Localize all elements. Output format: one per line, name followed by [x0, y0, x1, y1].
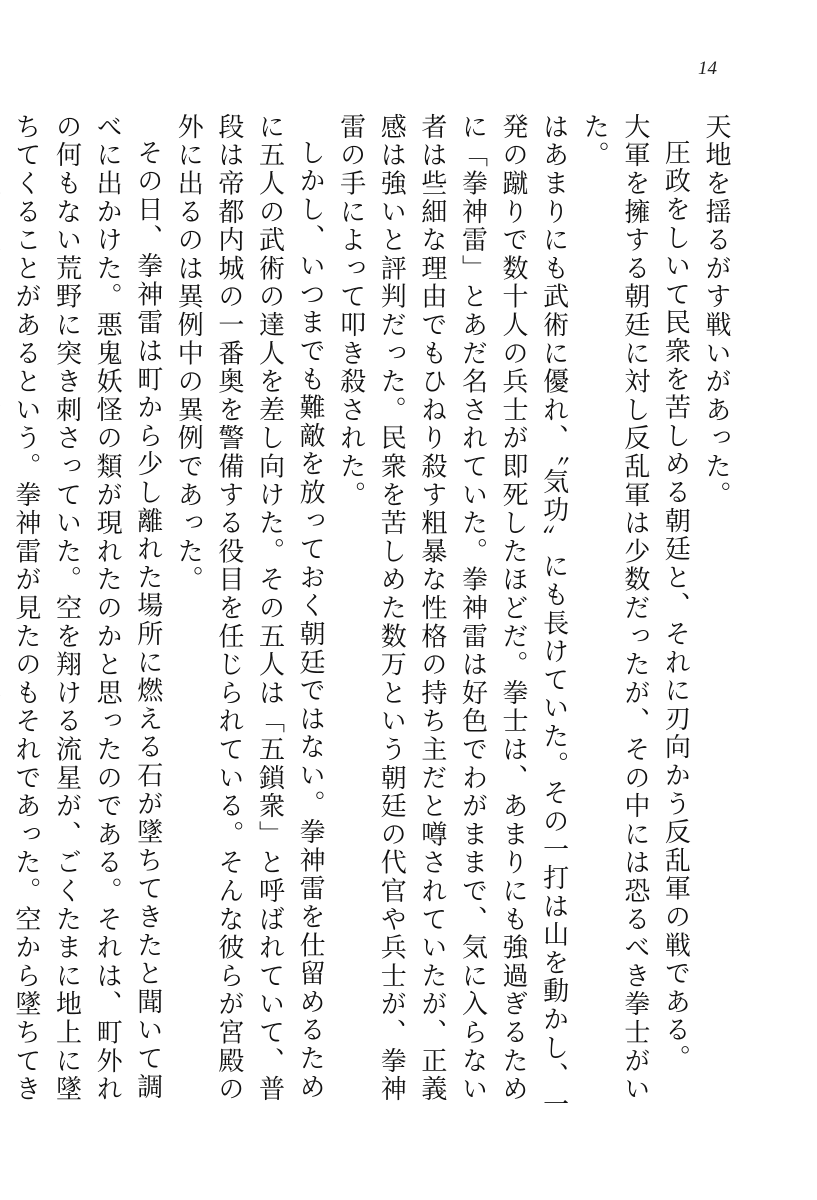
- paragraph-2: 圧政をしいて民衆を苦しめる朝廷と、それに刃向かう反乱軍の戦である。: [660, 139, 691, 1073]
- paragraph-5: しかし、いつまでも難敵を放っておく朝廷ではない。拳神雷を仕留めるために五人の武術の達人を差し向けた。その五人は「五鎖衆」と呼ばれていて、普段は帝都内城の一番奥を警備する役目を任じられている。そんな彼らが宮殿の外に出るのは異例中の異例であった。: [173, 113, 326, 1104]
- paragraph-1: 天地を揺るがす戦いがあった。: [701, 113, 731, 510]
- paragraph-6: その日、拳神雷は町から少し離れた場所に燃える石が墜ちてきたと聞いて調べに出かけた。悪鬼妖怪の類が現れたのかと思ったのである。それは、町外れの何もない荒野に突き刺さっていた。空を翔ける流星が、ごくたまに地上に墜ちてくることがあるという。拳神雷が見たのもそれであった。空から墜ちてき: [10, 113, 163, 1104]
- paragraph-3: 大軍を擁する朝廷に対し反乱軍は少数だったが、その中には恐るべき拳士がいた。: [579, 113, 650, 1104]
- page-number: 14: [698, 58, 717, 79]
- paragraph-4: はあまりにも武術に優れ、〝気功〟にも長けていた。その一打は山を動かし、一発の蹴りで数十人の兵士が即死したほどだ。拳士は、あまりにも強過ぎるために「拳神雷」とあだ名されていた。拳神雷は好色でわがままで、気に入らない者は些細な理由でもひねり殺す粗暴な性格の持ち主だと噂されていたが、正義感は強いと評判だった。民衆を苦しめた数万という朝廷の代官や兵士が、拳神雷の手によって叩き殺された。: [335, 113, 569, 1119]
- body-text: [10, 113, 736, 1123]
